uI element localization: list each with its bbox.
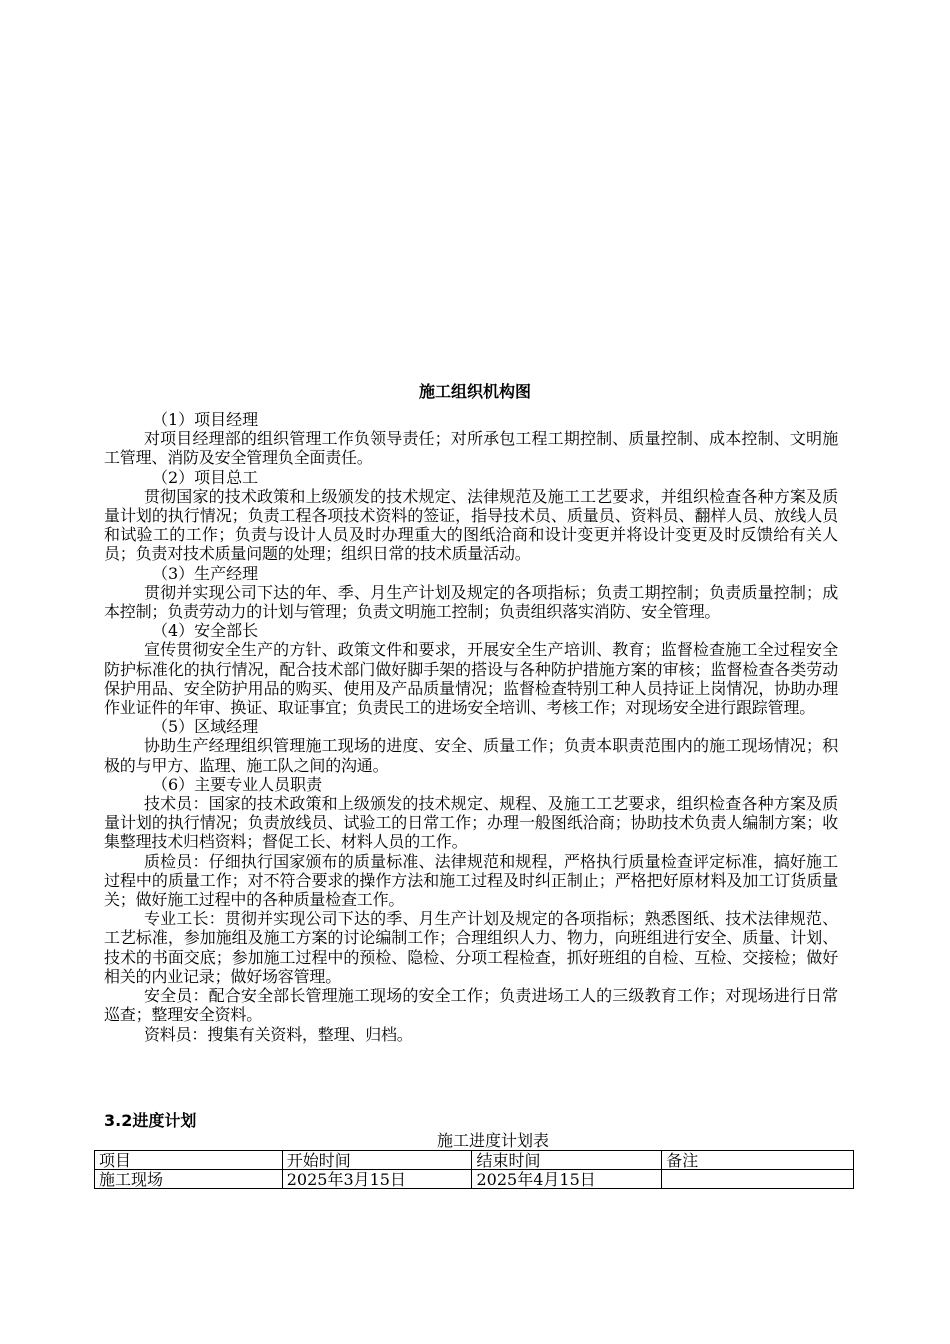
- section-heading-key-staff: （6）主要专业人员职责: [152, 774, 323, 794]
- table-header-cell: 开始时间: [282, 1151, 472, 1170]
- document-body: [104, 410, 838, 1044]
- document-title: 施工组织机构图: [418, 382, 531, 401]
- table-cell: [662, 1170, 854, 1189]
- schedule-table: [94, 1150, 854, 1189]
- table-header-row: [95, 1151, 854, 1170]
- paragraph-document-clerk: 资料员：搜集有关资料，整理、归档。: [144, 1024, 413, 1044]
- section-heading-area-manager: （5）区域经理: [152, 717, 259, 737]
- section-heading-chief-engineer: （2）项目总工: [152, 467, 259, 487]
- paragraph-technician: 技术员：国家的技术政策和上级颁发的技术规定、规程、及施工工艺要求，组织检查各种方案及质量计划的执行情况；负责放线员、试验工的日常工作；办理一般图纸洽商；协助技术负责人编制方案；收集整理技术归档资料；督促工长、材料人员的工作。: [104, 794, 838, 852]
- paragraph-area-manager: 协助生产经理组织管理施工现场的进度、安全、质量工作；负责本职责范围内的施工现场情况；积极的与甲方、监理、施工队之间的沟通。: [104, 736, 838, 775]
- table-header-cell: 项目: [95, 1151, 283, 1170]
- paragraph-quality-inspector: 质检员：仔细执行国家颁布的质量标准、法律规范和规程，严格执行质量检查评定标准，搞好施工过程中的质量工作；对不符合要求的操作方法和施工过程及时纠正制止；严格把好原材料及加工订货质量关；做好施工过程中的各种质量检查工作。: [104, 851, 838, 910]
- paragraph-project-manager: 对项目经理部的组织管理工作负领导责任；对所承包工程工期控制、质量控制、成本控制、文明施工管理、消防及安全管理负全面责任。: [104, 429, 838, 468]
- table-cell: 2025年3月15日: [282, 1170, 472, 1189]
- table-row: [95, 1170, 854, 1189]
- paragraph-chief-engineer: 贯彻国家的技术政策和上级颁发的技术规定、法律规范及施工工艺要求，并组织检查各种方案及质量计划的执行情况；负责工程各项技术资料的签证，指导技术员、质量员、资料员、翻样人员、放线人员和试验工的工作；负责与设计人员及时办理重大的图纸洽商和设计变更并将设计变更及时反馈给有关人员；负责对技术质量问题的处理；组织日常的技术质量活动。: [104, 486, 838, 564]
- paragraph-production-manager: 贯彻并实现公司下达的年、季、月生产计划及规定的各项指标；负责工期控制；负责质量控制；成本控制；负责劳动力的计划与管理；负责文明施工控制；负责组织落实消防、安全管理。: [104, 582, 838, 622]
- table-header-cell: 备注: [662, 1151, 854, 1170]
- schedule-section-heading: 3.2进度计划: [104, 1111, 197, 1130]
- schedule-table-caption: 施工进度计划表: [436, 1131, 549, 1150]
- section-heading-safety-director: （4）安全部长: [152, 621, 259, 641]
- paragraph-safety-officer: 安全员：配合安全部长管理施工现场的安全工作；负责进场工人的三级教育工作；对现场进行日常巡查；整理安全资料。: [104, 986, 838, 1025]
- section-heading-project-manager: （1）项目经理: [152, 410, 259, 429]
- paragraph-foreman: 专业工长：贯彻并实现公司下达的季、月生产计划及规定的各项指标；熟悉图纸、技术法律规范、工艺标准，参加施组及施工方案的讨论编制工作；合理组织人力、物力，向班组进行安全、质量、计划、技术的书面交底；参加施工过程中的预检、隐检、分项工程检查，抓好班组的自检、互检、交接检；做好相关的内业记录；做好场容管理。: [104, 909, 838, 986]
- paragraph-safety-director: 宣传贯彻安全生产的方针、政策文件和要求，开展安全生产培训、教育；监督检查施工全过程安全防护标准化的执行情况，配合技术部门做好脚手架的搭设与各种防护措施方案的审核；监督检查各类劳动保护用品、安全防护用品的购买、使用及产品质量情况；监督检查特别工种人员持证上岗情况，协助办理作业证件的年审、换证、取证事宜；负责民工的进场安全培训、考核工作；对现场安全进行跟踪管理。: [104, 640, 838, 718]
- section-heading-production-manager: （3）生产经理: [152, 563, 259, 583]
- table-header-cell: 结束时间: [472, 1151, 662, 1170]
- table-cell: 施工现场: [95, 1170, 283, 1189]
- table-cell: 2025年4月15日: [472, 1170, 662, 1189]
